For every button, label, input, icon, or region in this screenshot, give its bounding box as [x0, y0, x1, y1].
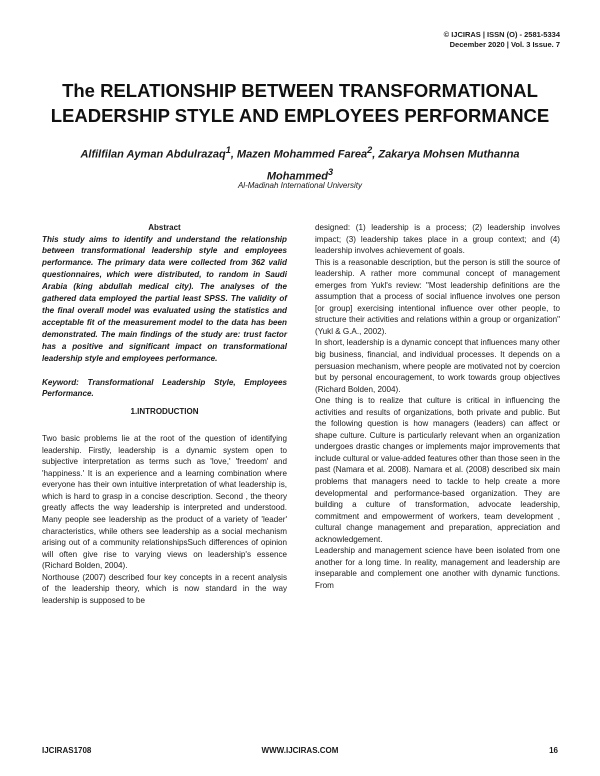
abstract-text: This study aims to identify and understand the relationship between transformational leadership style and employees performance. The primary data were collected from 362 valid questionnaires, which were distributed, to random in Saudi Arabia (king abdullah medical city). The analyses of the gathered data employed the partial least SPSS. The validity of the final overall model was evaluated using the statistics and acceptable fit of the measurement model to the data has been demonstrated. The main findings of the study are: trust factor has a positive and significant impact on transformational leadership style and employees performance. [42, 234, 287, 363]
author-2: , Mazen Mohammed Farea [230, 148, 368, 161]
left-column [42, 222, 287, 606]
footer-paper-id: IJCIRAS1708 [42, 746, 92, 755]
authors-line-1 [40, 142, 560, 164]
intro-heading: 1.INTRODUCTION [130, 406, 199, 416]
page-number: 16 [549, 746, 558, 755]
author-list [40, 142, 560, 185]
author-1: Alfilfilan Ayman Abdulrazaq [80, 148, 226, 161]
keywords: Keyword: Transformational Leadership Style, Employees Performance. [42, 377, 287, 399]
author-3: , Zakarya Mohsen Muthanna [372, 148, 520, 161]
title-line-2: LEADERSHIP STYLE AND EMPLOYEES PERFORMANCE [50, 105, 550, 126]
right-paragraph-3: In short, leadership is a dynamic concept that influences many other big business, financial, and individual processes. It depends on a persuasion mechanism, where people are motivated not by coercion but by personal encouragement, to work towards group objectives (Richard Bolden, 2004). [315, 338, 560, 394]
intro-paragraph-1: Two basic problems lie at the root of the question of identifying leadership. Firstly, leadership is a dynamic system open to subjective interpretation as terms such as 'love,' 'freedom' and 'happiness.' It is an experience and a learning combination where everyone has their own intuitive interpretation of what leadership is, which is hard to grasp in a concise description. Second , the theory greatly affects the way leadership is interpreted and understood. Many people see leadership as the product of a variety of 'leader' characteristics, while others see leadership as a social mechanism arising out of a community relationshipsSuch differences of opinion will often give rise to varying views on leadership's essence (Richard Bolden, 2004). [42, 434, 287, 571]
footer-website: WWW.IJCIRAS.COM [261, 746, 339, 755]
right-paragraph-5: Leadership and management science have been isolated from one another for a long time. In reality, management and leadership are inseparable and complement one another with dynamic functions. From [315, 546, 560, 590]
author-3-sup: 3 [328, 166, 334, 177]
abstract-heading: Abstract [148, 223, 181, 232]
intro-paragraph-2: Northouse (2007) described four key concepts in a recent analysis of the leadership theory, which is now standard in the way leadership is supposed to be [42, 572, 287, 605]
right-paragraph-2: This is a reasonable description, but the person is still the source of leadership. A rather more communal concept of management emerges from Yukl's review: "Most leadership definitions are the assumption that a process of social influence involves one person [or group] exercising intentional influence over other people, to structure their activities and relations within a group or organization" (Yukl & G.A., 2002). [315, 257, 560, 336]
journal-header [444, 30, 560, 50]
author-1-sup: 1 [225, 145, 231, 155]
title-line-1: The RELATIONSHIP BETWEEN TRANSFORMATIONAL [62, 80, 538, 101]
right-paragraph-1: designed: (1) leadership is a process; (2) leadership involves impact; (3) leadership takes place in a group context; and (4) leadership involves achievement of goals. [315, 223, 560, 256]
journal-issue: December 2020 | Vol. 3 Issue. 7 [449, 40, 560, 49]
right-column [315, 222, 560, 592]
affiliation: Al-Madinah International University [237, 181, 363, 190]
paper-title [40, 78, 560, 128]
right-paragraph-4: One thing is to realize that culture is critical in influencing the activities and results of organizations, both private and public. But the following question is how managers (leaders) can affect or shape culture. Culture is particularly relevant when an organization undergoes drastic changes or implements major improvements that include cultural or value-added features other than those seen in the past (Namara et al. 2008). Namara et al. (2008) described six main problems that managers need to tackle to help create a more developmental and performance-based organization. They are building a culture of transformation, advocate leadership, commitment and empowerment of workers, team development , cultural change management and preparation, appreciation and acknowledgement. [315, 396, 560, 544]
author-3-cont: Mohammed [266, 170, 329, 183]
journal-issn: © IJCIRAS | ISSN (O) - 2581-5334 [443, 30, 560, 39]
author-2-sup: 2 [367, 145, 373, 155]
